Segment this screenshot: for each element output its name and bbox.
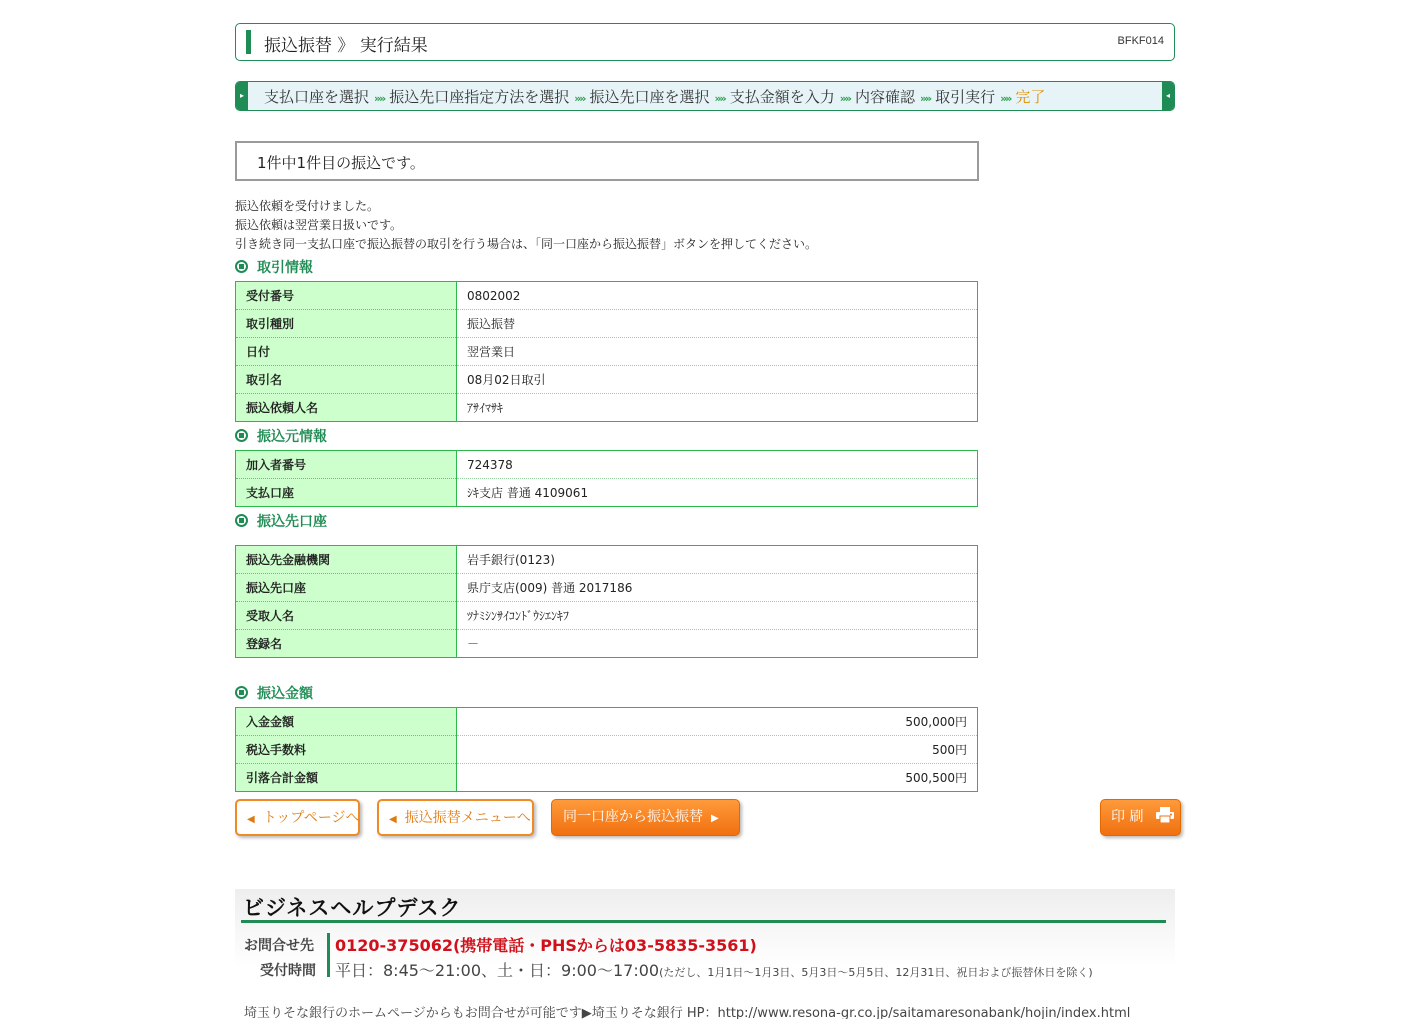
step-separator-icon: »» [1000,92,1011,105]
section-bullet-icon [235,514,248,527]
transfer-count-text: 1件中1件目の振込です。 [257,154,425,172]
step-separator-icon: »» [574,92,585,105]
page-title: 振込振替 》 実行結果 [264,36,428,56]
section-heading-source [235,426,327,444]
table-row [236,394,978,422]
step-execute: 取引実行 [935,88,996,106]
title-accent-bar [246,30,251,54]
row-value: 500円 [457,736,978,764]
amount-info-table [235,707,978,792]
table-row [236,338,978,366]
row-value: ﾂﾅﾐｼﾝｻｲｺﾝﾄﾞｳｼｴﾝｷﾌ [457,602,978,630]
help-desk-hours [335,958,1093,981]
row-label: 取引種別 [236,310,457,338]
chevron-right-icon: ▶ [711,813,719,824]
help-desk-web-link[interactable]: 埼玉りそな銀行のホームページからもお問合せが可能です▶埼玉りそな銀行 HP：http://www.resona-gr.co.jp/saitamaresonabank/hojin/index.html [244,1006,1131,1019]
table-row [236,479,978,507]
section-heading-destination [235,511,327,529]
same-account-transfer-button[interactable] [551,799,740,836]
row-label: 受取人名 [236,602,457,630]
row-label: 引落合計金額 [236,764,457,792]
row-label: 振込先金融機関 [236,546,457,574]
row-label: 登録名 [236,630,457,658]
table-row [236,310,978,338]
help-desk-phone: 0120-375062(携帯電話・PHSからは03-5835-3561) [335,936,757,955]
button-label: トップページへ [262,810,360,826]
section-title: 取引情報 [257,260,313,276]
table-row [236,630,978,658]
transfer-count-notice [235,141,979,181]
row-value: 724378 [457,451,978,479]
step-progress-bar [235,81,1175,111]
result-messages [235,197,817,254]
transaction-info-table [235,281,978,422]
row-label: 振込依頼人名 [236,394,457,422]
table-row [236,546,978,574]
top-page-button[interactable] [235,799,360,836]
message-line: 振込依頼を受付けました。 [235,199,380,213]
step-select-destination-account: 振込先口座を選択 [589,88,710,106]
button-label: 振込振替メニューへ [404,810,531,826]
row-label: 取引名 [236,366,457,394]
step-bar-left-cap-icon: ▸ [236,82,248,110]
chevron-left-icon: ◀ [247,814,255,825]
section-heading-amount [235,683,313,701]
section-title: 振込先口座 [257,514,327,530]
step-select-payment-account: 支払口座を選択 [264,88,370,106]
step-complete-current: 完了 [1015,88,1046,106]
destination-info-table [235,545,978,658]
step-confirm: 内容確認 [854,88,915,106]
row-value: 振込振替 [457,310,978,338]
hours-note: (ただし、1月1日～1月3日、5月3日～5月5日、12月31日、祝日および振替休日を除く) [659,966,1093,979]
step-bar-right-cap-icon: ◂ [1162,82,1174,110]
help-desk-panel [235,889,1175,1019]
step-enter-amount: 支払金額を入力 [729,88,835,106]
print-button[interactable] [1100,799,1181,836]
row-value: 岩手銀行(0123) [457,546,978,574]
row-value: 翌営業日 [457,338,978,366]
message-line: 振込依頼は翌営業日扱いです。 [235,218,403,232]
section-title: 振込元情報 [257,429,327,445]
page-title-bar [235,23,1175,61]
row-value: 県庁支店(009) 普通 2017186 [457,574,978,602]
table-row [236,366,978,394]
message-line: 引き続き同一支払口座で振込振替の取引を行う場合は、「同一口座から振込振替」ボタンを押してください。 [235,237,818,251]
hours-text: 平日：8:45～21:00、土・日：9:00～17:00 [335,961,660,980]
help-desk-divider [241,920,1166,923]
section-title: 振込金額 [257,686,313,702]
help-desk-vertical-bar [327,933,330,977]
step-separator-icon: »» [919,92,931,105]
table-row [236,764,978,792]
row-value: 08月02日取引 [457,366,978,394]
section-bullet-icon [235,429,248,442]
table-row [236,736,978,764]
table-row [236,602,978,630]
contact-label: お問合せ先 [244,938,314,954]
table-row [236,708,978,736]
row-label: 日付 [236,338,457,366]
section-bullet-icon [235,260,248,273]
row-value: － [457,630,978,658]
step-separator-icon: »» [839,92,850,105]
button-label: 同一口座から振込振替 [563,809,703,825]
row-label: 振込先口座 [236,574,457,602]
step-separator-icon: »» [374,92,385,105]
step-select-destination-method: 振込先口座指定方法を選択 [389,88,570,106]
table-row [236,282,978,310]
step-separator-icon: »» [714,92,725,105]
table-row [236,451,978,479]
table-row [236,574,978,602]
row-value: ｱｻｲﾏｻｷ [457,394,978,422]
button-label: 印 刷 [1111,809,1144,825]
row-label: 支払口座 [236,479,457,507]
row-value: 500,500円 [457,764,978,792]
printer-icon [1156,807,1174,823]
screen-code: BFKF014 [1117,35,1164,47]
row-value: 500,000円 [457,708,978,736]
chevron-left-icon: ◀ [389,814,397,825]
row-value: ｼｷ支店 普通 4109061 [457,479,978,507]
row-label: 入金金額 [236,708,457,736]
section-heading-transaction [235,257,313,275]
transfer-menu-button[interactable] [377,799,534,836]
source-info-table [235,450,978,507]
row-label: 加入者番号 [236,451,457,479]
row-label: 受付番号 [236,282,457,310]
hours-label: 受付時間 [260,963,316,979]
section-bullet-icon [235,686,248,699]
help-desk-title: ビジネスヘルプデスク [243,896,462,920]
step-list [264,86,1045,107]
row-value: 0802002 [457,282,978,310]
row-label: 税込手数料 [236,736,457,764]
